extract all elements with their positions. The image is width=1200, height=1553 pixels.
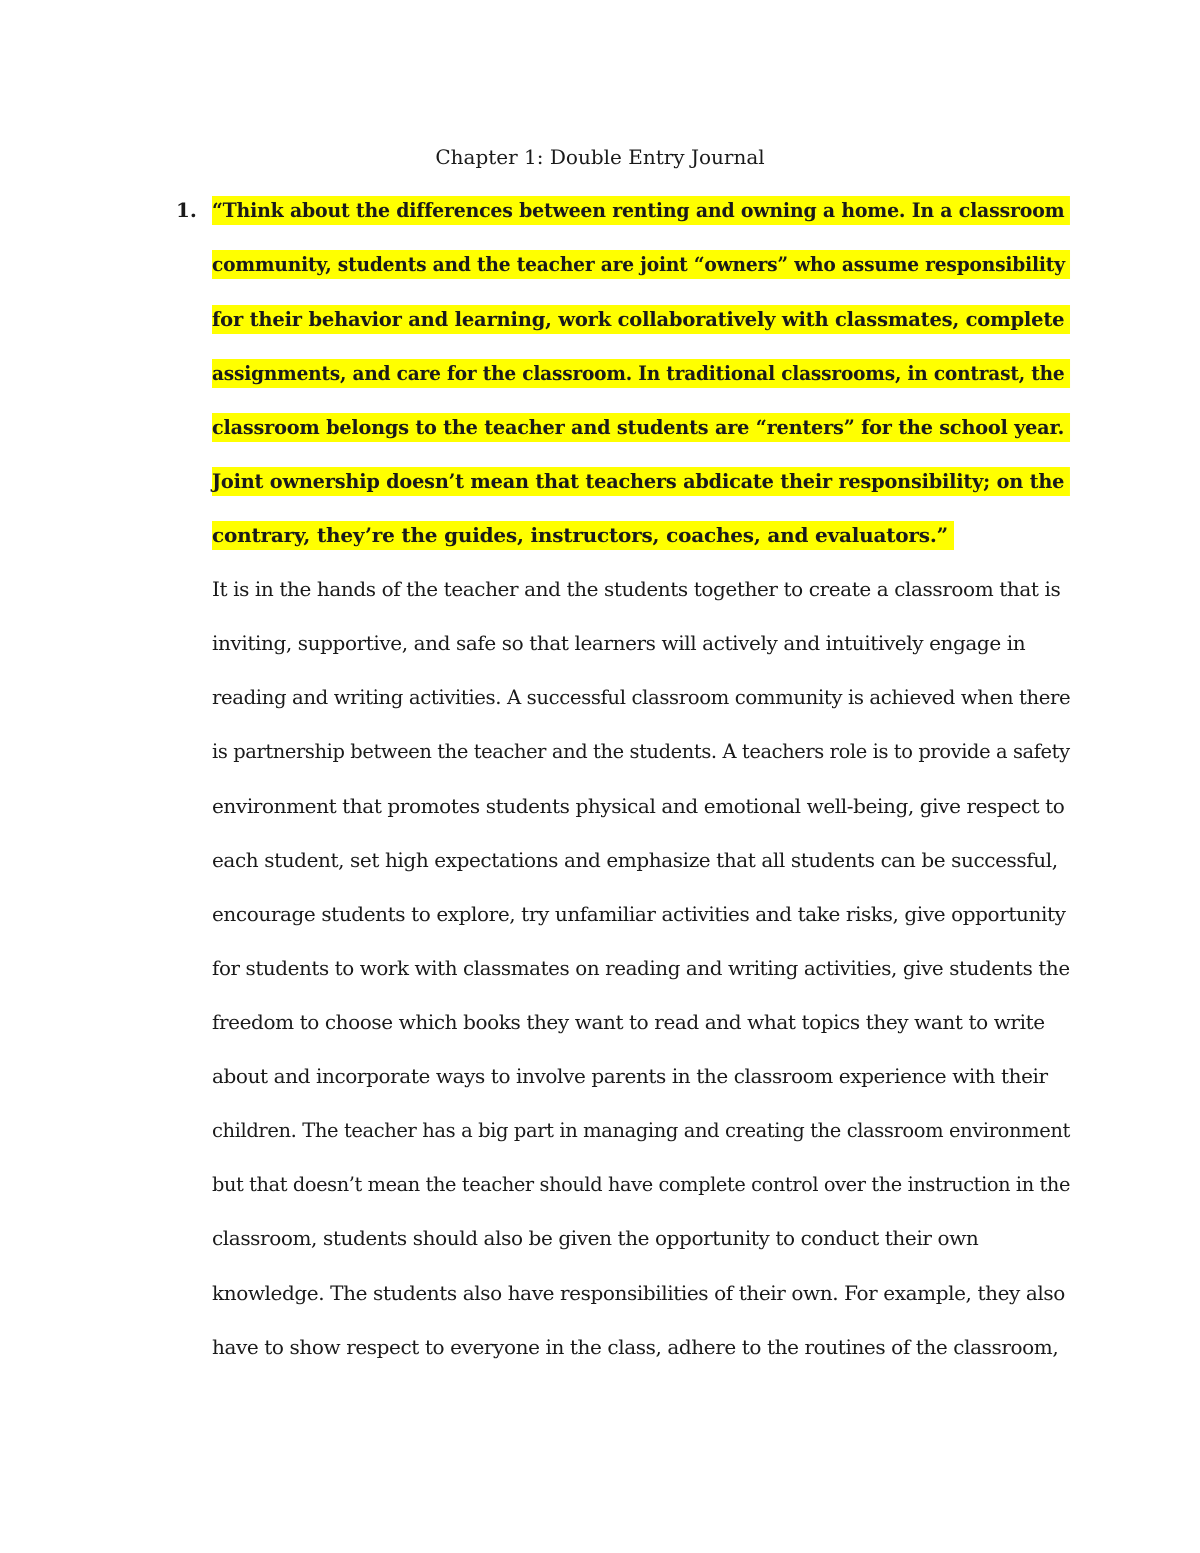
- page-title: Chapter 1: Double Entry Journal: [435, 145, 765, 169]
- quote-line: [212, 356, 1070, 390]
- quote-line-text: for their behavior and learning, work collaboratively with classmates, complete: [212, 305, 1070, 334]
- response-line: [212, 734, 1070, 768]
- response-line: [212, 897, 1066, 931]
- response-line-text: is partnership between the teacher and the students. A teachers role is to provide a safety: [212, 739, 1070, 763]
- response-line-text: for students to work with classmates on reading and writing activities, give students the: [212, 956, 1070, 980]
- quote-line: [212, 518, 954, 552]
- response-line-text: have to show respect to everyone in the class, adhere to the routines of the classroom,: [212, 1335, 1059, 1359]
- response-line-text: about and incorporate ways to involve parents in the classroom experience with their: [212, 1064, 1048, 1088]
- response-line: [212, 572, 1060, 606]
- response-line: [212, 680, 1070, 714]
- response-line: [212, 1221, 978, 1255]
- quote-line: [212, 302, 1070, 336]
- response-line: [212, 1330, 1058, 1364]
- response-line-text: freedom to choose which books they want to read and what topics they want to write: [212, 1010, 1045, 1034]
- quote-line: [212, 193, 1070, 227]
- response-line: [212, 1005, 1045, 1039]
- response-line-text: knowledge. The students also have responsibilities of their own. For example, they also: [212, 1281, 1065, 1305]
- quote-line: [212, 247, 1070, 281]
- response-line-text: encourage students to explore, try unfamiliar activities and take risks, give opportunity: [212, 902, 1066, 926]
- response-line-text: reading and writing activities. A successful classroom community is achieved when there: [212, 685, 1071, 709]
- response-line-text: children. The teacher has a big part in managing and creating the classroom environment: [212, 1118, 1070, 1142]
- quote-line: [212, 410, 1070, 444]
- response-line-text: but that doesn’t mean the teacher should have complete control over the instruction in the: [212, 1172, 1071, 1196]
- quote-line-text: contrary, they’re the guides, instructors, coaches, and evaluators.”: [212, 521, 954, 550]
- quote-line-text: classroom belongs to the teacher and students are “renters” for the school year.: [212, 413, 1070, 442]
- response-line-text: environment that promotes students physical and emotional well-being, give respect to: [212, 794, 1065, 818]
- quote-line-text: assignments, and care for the classroom. In traditional classrooms, in contrast, the: [212, 359, 1070, 388]
- quote-line-text: “Think about the differences between renting and owning a home. In a classroom: [212, 196, 1070, 225]
- quote-line-text: Joint ownership doesn’t mean that teachers abdicate their responsibility; on the: [212, 467, 1070, 496]
- response-line-text: It is in the hands of the teacher and the students together to create a classroom that is: [212, 577, 1061, 601]
- response-line: [212, 843, 1058, 877]
- response-line: [212, 1059, 1048, 1093]
- response-line: [212, 1113, 1070, 1147]
- response-line: [212, 1167, 1070, 1201]
- response-line: [212, 951, 1070, 985]
- response-line: [212, 626, 1025, 660]
- response-line-text: classroom, students should also be given the opportunity to conduct their own: [212, 1226, 979, 1250]
- quote-line-text: community, students and the teacher are joint “owners” who assume responsibility: [212, 250, 1070, 279]
- quote-line: [212, 464, 1070, 498]
- response-line-text: inviting, supportive, and safe so that learners will actively and intuitively engage in: [212, 631, 1026, 655]
- response-line: [212, 1276, 1065, 1310]
- response-line-text: each student, set high expectations and emphasize that all students can be successful,: [212, 848, 1058, 872]
- list-number: 1.: [176, 198, 197, 222]
- response-line: [212, 789, 1064, 823]
